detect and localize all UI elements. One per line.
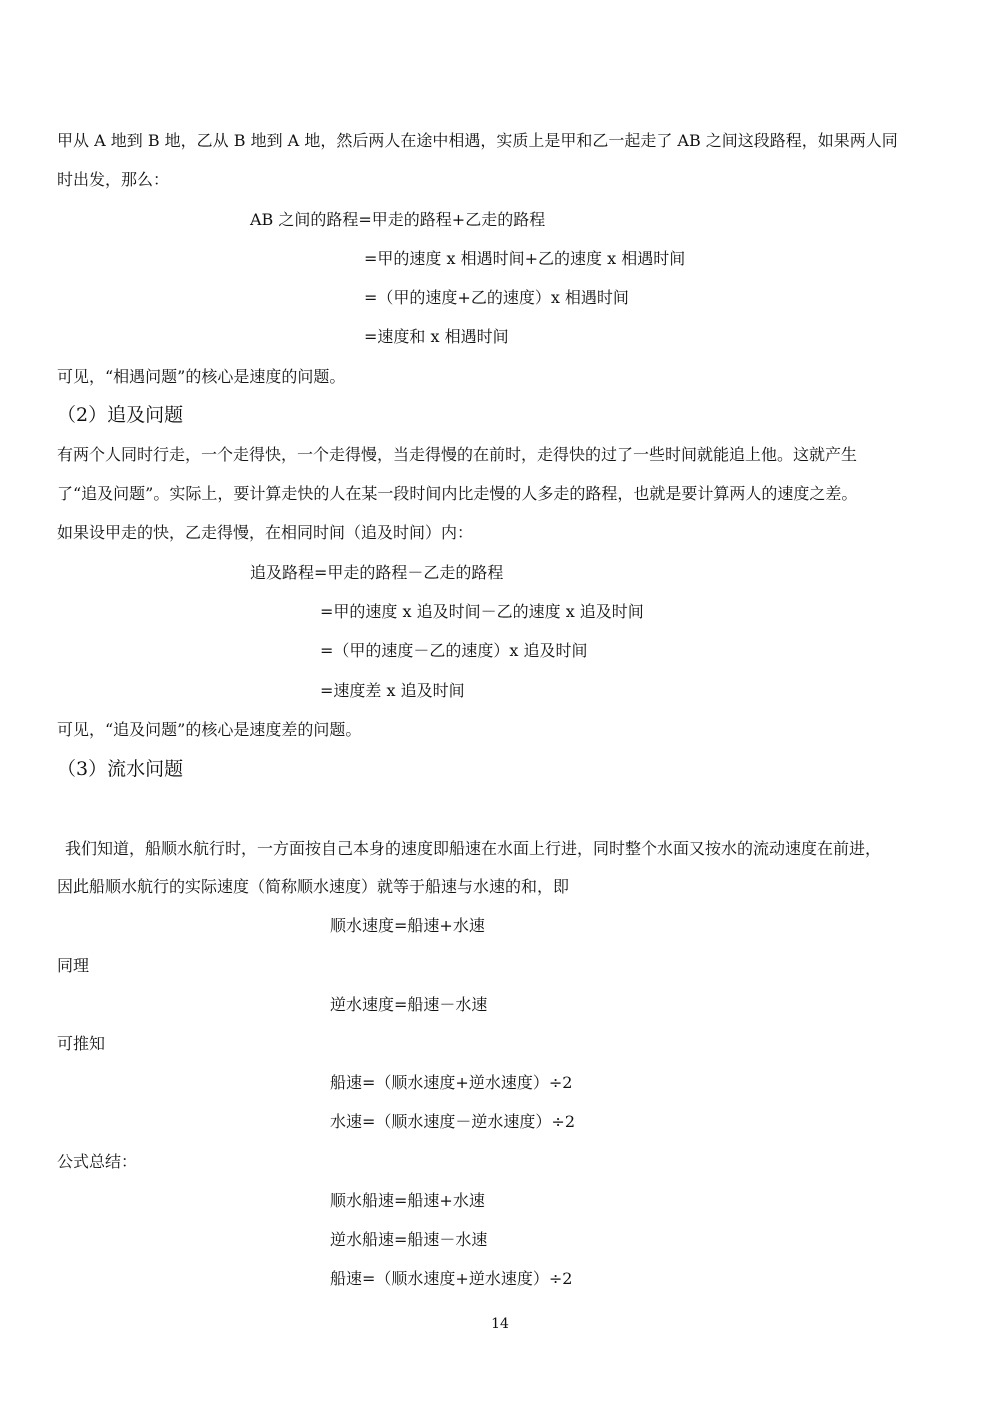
meeting-formula-line: AB 之间的路程=甲走的路程+乙走的路程 <box>250 210 546 229</box>
meeting-formula-line: =（甲的速度+乙的速度）x 相遇时间 <box>364 288 629 307</box>
meeting-formula-line: =甲的速度 x 相遇时间+乙的速度 x 相遇时间 <box>364 249 686 268</box>
meeting-paragraph-line: 时出发，那么： <box>57 170 170 189</box>
chase-paragraph-line: 有两个人同时行走，一个走得快，一个走得慢，当走得慢的在前时，走得快的过了一些时间就能追上他。这就产生 <box>57 445 858 464</box>
flow-heading: （3）流水问题 <box>57 758 184 780</box>
flow-paragraph-line: 因此船顺水航行的实际速度（简称顺水速度）就等于船速与水速的和，即 <box>57 877 570 896</box>
meeting-conclusion: 可见，“相遇问题”的核心是速度的问题。 <box>57 367 346 386</box>
chase-formula-line: =（甲的速度－乙的速度）x 追及时间 <box>320 641 588 660</box>
chase-heading: （2）追及问题 <box>57 404 184 426</box>
summary-formula-line: 逆水船速=船速－水速 <box>330 1230 488 1249</box>
flow-formula-water-speed: 水速=（顺水速度－逆水速度）÷2 <box>330 1112 575 1131</box>
chase-paragraph-line: 了“追及问题”。实际上，要计算走快的人在某一段时间内比走慢的人多走的路程，也就是要计算两人的速度之差。 <box>57 484 858 503</box>
flow-formula-boat-speed: 船速=（顺水速度+逆水速度）÷2 <box>330 1073 573 1092</box>
chase-formula-line: =甲的速度 x 追及时间－乙的速度 x 追及时间 <box>320 602 644 621</box>
meeting-paragraph-line: 甲从 A 地到 B 地，乙从 B 地到 A 地，然后两人在途中相遇，实质上是甲和乙一起走了 AB 之间这段路程，如果两人同 <box>57 131 898 150</box>
chase-formula-line: =速度差 x 追及时间 <box>320 681 465 700</box>
flow-paragraph-line: 我们知道，船顺水航行时，一方面按自己本身的速度即船速在水面上行进，同时整个水面又按水的流动速度在前进， <box>65 839 882 858</box>
page-number: 14 <box>491 1316 509 1332</box>
flow-formula-upstream: 逆水速度=船速－水速 <box>330 995 488 1014</box>
chase-conclusion: 可见，“追及问题”的核心是速度差的问题。 <box>57 720 362 739</box>
summary-formula-line: 顺水船速=船速+水速 <box>330 1191 485 1210</box>
flow-infer: 可推知 <box>57 1034 106 1053</box>
meeting-formula-line: =速度和 x 相遇时间 <box>364 327 509 346</box>
summary-formula-line: 船速=（顺水速度+逆水速度）÷2 <box>330 1269 573 1288</box>
chase-formula-line: 追及路程=甲走的路程－乙走的路程 <box>250 563 504 582</box>
flow-formula-downstream: 顺水速度=船速+水速 <box>330 916 485 935</box>
formula-summary-label: 公式总结： <box>57 1152 138 1171</box>
chase-paragraph-line: 如果设甲走的快，乙走得慢，在相同时间（追及时间）内： <box>57 523 474 542</box>
flow-same-reason: 同理 <box>57 956 90 975</box>
